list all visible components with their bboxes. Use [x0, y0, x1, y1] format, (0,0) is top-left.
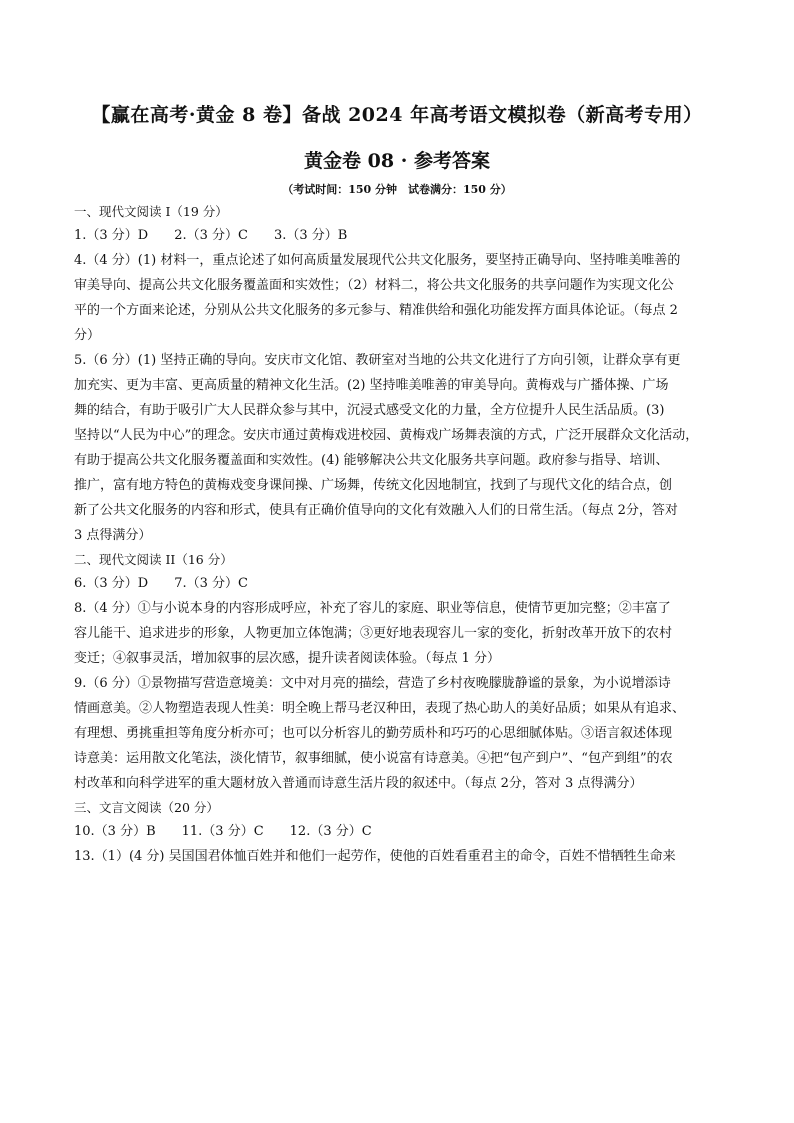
document-title: 【赢在高考·黄金 8 卷】备战 2024 年高考语文模拟卷（新高考专用） [91, 104, 703, 126]
section-heading: 二、现代文阅读 II（16 分） [74, 552, 233, 567]
text-line: 情画意美。②人物塑造表现人性美：明全晚上帮马老汉种田，表现了热心助人的美好品质；如果从有追求、 [74, 701, 686, 716]
document-subtitle: 黄金卷 08 · 参考答案 [304, 150, 490, 172]
text-line: 加充实、更为丰富、更高质量的精神文化生活。(2) 坚持唯美唯善的审美导向。黄梅戏与广播体操、广场 [74, 378, 669, 393]
text-line: 3 点得满分） [74, 528, 152, 543]
section-heading: 一、现代文阅读 I（19 分） [74, 204, 228, 219]
text-line: 推广，富有地方特色的黄梅戏变身课间操、广场舞，传统文化因地制宜，找到了与现代文化的结合点，创 [74, 478, 673, 493]
answer-line: 10.（3 分）B 11.（3 分）C 12.（3 分）C [74, 824, 372, 839]
exam-info: （考试时间：150 分钟 试卷满分：150 分） [282, 183, 512, 196]
text-line: 9.（6 分）①景物描写营造意境美：文中对月亮的描绘，营造了乡村夜晚朦胧静谧的景象，为小说增添诗 [74, 676, 671, 691]
answer-body [74, 200, 724, 869]
text-line: 村改革和向科学进军的重大题材放入普通而诗意生活片段的叙述中。（每点 2分，答对 3 点得满分） [74, 776, 643, 791]
answer-line: 1.（3 分）D 2.（3 分）C 3.（3 分）B [74, 228, 348, 243]
answer-line: 6.（3 分）D 7.（3 分）C [74, 576, 248, 591]
text-line: 有理想、勇挑重担等角度分析亦可；也可以分析容儿的勤劳质朴和巧巧的心思细腻体贴。③语言叙述体现 [74, 726, 673, 741]
text-line: 13.（1）(4 分) 吴国国君体恤百姓并和他们一起劳作，使他的百姓看重君主的命令，百姓不惜牺牲生命来 [74, 849, 676, 864]
text-line: 容儿能干、追求进步的形象，人物更加立体饱满；③更好地表现容儿一家的变化，折射改革开放下的农村 [74, 626, 673, 641]
section-heading: 三、文言文阅读（20 分） [74, 800, 219, 815]
text-line: 坚持以“人民为中心”的理念。安庆市通过黄梅戏进校园、黄梅戏广场舞表演的方式，广泛开展群众文化活动， [74, 428, 699, 443]
text-line: 5.（6 分）(1) 坚持正确的导向。安庆市文化馆、教研室对当地的公共文化进行了方向引领，让群众享有更 [74, 353, 681, 368]
text-line: 舞的结合，有助于吸引广大人民群众参与其中，沉浸式感受文化的力量，全方位提升人民生活品质。(3) [74, 403, 665, 418]
text-line: 诗意美：运用散文化笔法，淡化情节，叙事细腻，使小说富有诗意美。④把“包产到户”、“包产到组”的农 [74, 751, 673, 766]
text-line: 变迁；④叙事灵活，增加叙事的层次感，提升读者阅读体验。（每点 1 分） [74, 651, 501, 666]
text-line: 审美导向、提高公共文化服务覆盖面和实效性；（2）材料二，将公共文化服务的共享问题作为实现文化公 [74, 278, 674, 293]
text-line: 平的一个方面来论述，分别从公共文化服务的多元参与、精准供给和强化功能发挥方面具体论证。（每点 2 [74, 303, 678, 318]
text-line: 8.（4 分）①与小说本身的内容形成呼应，补充了容儿的家庭、职业等信息，使情节更加完整；②丰富了 [74, 601, 671, 616]
text-line: 有助于提高公共文化服务覆盖面和实效性。(4) 能够解决公共文化服务共享问题。政府参与指导、培训、 [74, 453, 669, 468]
text-line: 新了公共文化服务的内容和形式，使具有正确价值导向的文化有效融入人们的日常生活。（每点 2分，答对 [74, 503, 678, 518]
text-line: 分） [74, 328, 101, 343]
text-line: 4.（4 分）(1) 材料一，重点论述了如何高质量发展现代公共文化服务，要坚持正确导向、坚持唯美唯善的 [74, 253, 681, 268]
